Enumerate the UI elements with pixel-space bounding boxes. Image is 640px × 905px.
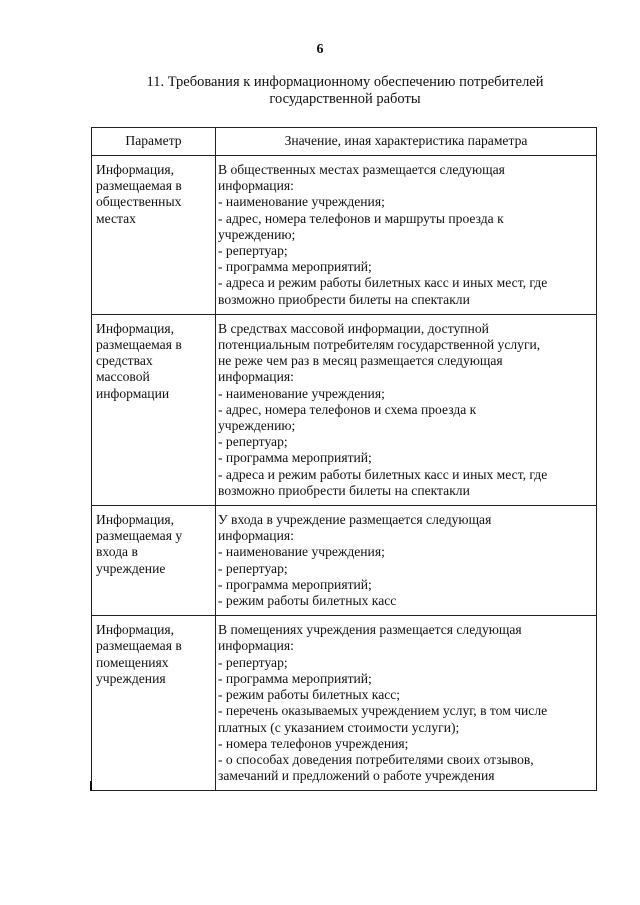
section-title-line: государственной работы — [269, 91, 421, 107]
parameter-line: размещаемая у — [96, 528, 183, 544]
value-line: - адреса и режим работы билетных касс и иных мест, где — [218, 466, 548, 482]
value-line: - наименование учреждения; — [218, 385, 385, 401]
margin-mark — [90, 781, 92, 791]
parameter-line: учреждение — [96, 560, 166, 576]
parameter-line: размещаемая в — [96, 337, 182, 353]
value-line: возможно приобрести билеты на спектакли — [218, 291, 470, 307]
section-title — [110, 74, 580, 108]
value-line: потенциальным потребителям государственной услуги, — [218, 337, 541, 353]
table-row — [92, 506, 597, 616]
value-line: - программа мероприятий; — [218, 670, 372, 686]
parameter-line: Информация, — [96, 512, 175, 528]
section-title-line: 11. Требования к информационному обеспечению потребителей — [146, 74, 544, 90]
value-line: - адреса и режим работы билетных касс и иных мест, где — [218, 275, 548, 291]
value-cell — [216, 506, 597, 616]
parameter-cell — [92, 314, 216, 505]
parameter-line: входа в — [96, 544, 138, 560]
value-line: - репертуар; — [218, 560, 288, 576]
value-line: не реже чем раз в месяц размещается следующая — [218, 353, 503, 369]
table-row — [92, 616, 597, 791]
value-line: информация: — [218, 638, 294, 654]
table-header-row — [92, 128, 597, 156]
parameter-line: Информация, — [96, 320, 175, 336]
value-line: - программа мероприятий; — [218, 259, 372, 275]
parameter-line: размещаемая в — [96, 638, 182, 654]
value-line: - репертуар; — [218, 654, 288, 670]
value-cell — [216, 314, 597, 505]
parameter-line: общественных — [96, 194, 182, 210]
value-line: - о способах доведения потребителями своих отзывов, — [218, 751, 534, 767]
column-header-value: Значение, иная характеристика параметра — [216, 128, 597, 156]
parameter-line: учреждения — [96, 670, 166, 686]
value-cell — [216, 616, 597, 791]
value-line: - перечень оказываемых учреждением услуг, в том числе — [218, 703, 548, 719]
value-line: У входа в учреждение размещается следующая — [218, 512, 492, 528]
parameter-line: массовой — [96, 369, 150, 385]
value-line: В общественных местах размещается следующая — [218, 162, 505, 177]
parameter-cell — [92, 616, 216, 791]
table-body — [92, 156, 597, 791]
value-line: учреждению; — [218, 418, 296, 434]
parameter-line: помещениях — [96, 654, 169, 670]
value-line: - наименование учреждения; — [218, 194, 385, 210]
parameter-cell — [92, 156, 216, 315]
value-line: - адрес, номера телефонов и маршруты проезда к — [218, 210, 504, 226]
value-line: информация: — [218, 178, 294, 194]
value-line: возможно приобрести билеты на спектакли — [218, 482, 470, 498]
requirements-table — [91, 127, 597, 791]
value-line: замечаний и предложений о работе учреждения — [218, 768, 495, 784]
value-cell — [216, 156, 597, 315]
parameter-line: местах — [96, 210, 136, 226]
parameter-line: средствах — [96, 353, 153, 369]
value-line: - репертуар; — [218, 243, 288, 259]
column-header-parameter: Параметр — [92, 128, 216, 156]
value-line: - режим работы билетных касс — [218, 593, 397, 609]
value-line: - адрес, номера телефонов и схема проезда к — [218, 401, 477, 417]
value-line: В средствах массовой информации, доступной — [218, 320, 489, 336]
value-line: - номера телефонов учреждения; — [218, 735, 409, 751]
value-line: платных (с указанием стоимости услуги); — [218, 719, 460, 735]
value-line: информация: — [218, 528, 294, 544]
value-line: учреждению; — [218, 226, 296, 242]
table-row — [92, 314, 597, 505]
value-line: - репертуар; — [218, 434, 288, 450]
value-line: - наименование учреждения; — [218, 544, 385, 560]
parameter-line: информации — [96, 385, 170, 401]
value-line: - режим работы билетных касс; — [218, 687, 401, 703]
page-number: 6 — [316, 42, 324, 57]
value-line: - программа мероприятий; — [218, 576, 372, 592]
parameter-line: Информация, — [96, 162, 175, 177]
parameter-cell — [92, 506, 216, 616]
parameter-line: Информация, — [96, 622, 175, 638]
table-row — [92, 156, 597, 315]
value-line: информация: — [218, 369, 294, 385]
value-line: - программа мероприятий; — [218, 450, 372, 466]
parameter-line: размещаемая в — [96, 178, 182, 194]
value-line: В помещениях учреждения размещается следующая — [218, 622, 522, 638]
